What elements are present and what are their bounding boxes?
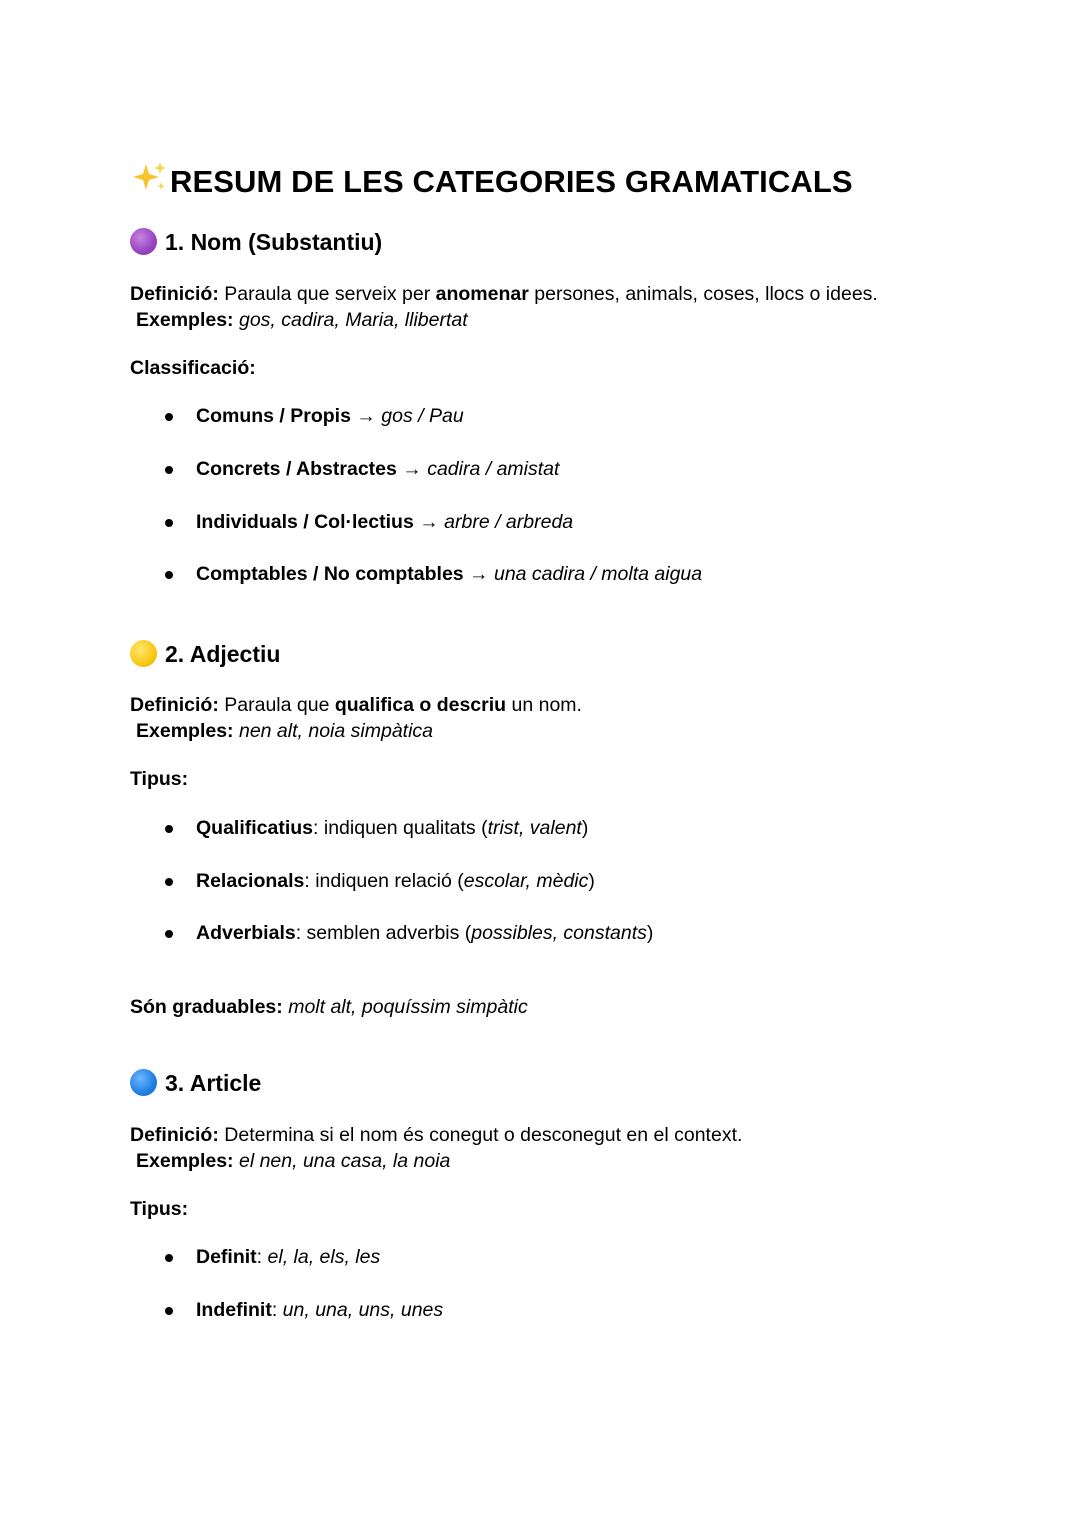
item-separator: → [350,405,382,427]
item-separator: → [413,511,445,533]
list-heading: Tipus: [130,1198,189,1220]
item-description: : indiquen qualitats ( [313,817,488,839]
definition-line [130,694,582,717]
list-item [196,458,559,481]
examples-line [136,1150,450,1173]
list-item [196,405,464,428]
definition-text: Determina si el nom és conegut o desconegut en el context. [218,1124,743,1146]
list-item [196,563,702,586]
bullet-icon [165,466,173,474]
list-item [196,1246,380,1269]
list-heading: Classificació: [130,357,256,379]
examples-line [136,720,433,743]
definition-text: un nom. [506,694,582,716]
item-term: Relacionals [196,870,305,892]
item-paren: ) [581,817,589,839]
section-heading-text: 1. Nom (Substantiu) [165,229,383,255]
item-example: arbre / arbreda [444,511,574,533]
item-description: : semblen adverbis ( [295,922,472,944]
note-text: molt alt, poquíssim simpàtic [282,996,528,1018]
list-item [196,870,595,893]
examples-label: Exemples: [136,1150,234,1172]
item-example: trist, valent [487,817,582,839]
item-example: el, la, els, les [267,1246,381,1268]
bullet-icon [165,825,173,833]
definition-label: Definició: [130,1124,219,1146]
item-separator: → [463,563,494,585]
item-paren: ) [646,922,654,944]
examples-label: Exemples: [136,720,234,742]
item-term: Individuals / Col·lectius [196,511,414,533]
item-example: cadira / amistat [427,458,560,480]
bullet-icon [165,930,173,938]
bullet-icon [165,519,173,527]
definition-keyword: anomenar [435,283,529,305]
section-heading-text: 2. Adjectiu [165,641,281,667]
item-term: Concrets / Abstractes [196,458,397,480]
definition-label: Definició: [130,694,219,716]
purple-circle-icon [130,228,157,255]
definition-text: Paraula que serveix per [218,283,436,305]
list-item [196,511,573,534]
item-example: un, una, uns, unes [282,1299,444,1321]
examples-text: nen alt, noia simpàtica [233,720,434,742]
section-heading-article [130,1069,261,1097]
blue-circle-icon [130,1069,157,1096]
yellow-circle-icon [130,640,157,667]
list-item [196,817,588,840]
examples-text: gos, cadira, Maria, llibertat [233,309,468,331]
list-heading: Tipus: [130,768,189,790]
bullet-icon [165,1254,173,1262]
list-item [196,1299,443,1322]
item-term: Comuns / Propis [196,405,351,427]
definition-line [130,283,878,306]
note-label: Són graduables: [130,996,283,1018]
item-term: Comptables / No comptables [196,563,464,585]
section-heading-nom [130,228,382,256]
definition-label: Definició: [130,283,219,305]
item-separator: : [256,1246,268,1268]
bullet-icon [165,571,173,579]
sparkles-icon [130,160,170,202]
examples-text: el nen, una casa, la noia [233,1150,451,1172]
title-text: RESUM DE LES CATEGORIES GRAMATICALS [170,164,853,199]
bullet-icon [165,413,173,421]
item-example: gos / Pau [381,405,464,427]
graduable-note [130,996,528,1019]
examples-label: Exemples: [136,309,234,331]
definition-line [130,1124,742,1147]
item-term: Definit [196,1246,257,1268]
section-heading-adjectiu [130,640,280,668]
list-item [196,922,653,945]
item-example: una cadira / molta aigua [493,563,703,585]
bullet-icon [165,1307,173,1315]
item-term: Adverbials [196,922,296,944]
definition-text: persones, animals, coses, llocs o idees. [528,283,878,305]
item-separator: → [396,458,428,480]
bullet-icon [165,878,173,886]
item-term: Indefinit [196,1299,272,1321]
definition-keyword: qualifica o descriu [334,694,507,716]
item-example: escolar, mèdic [463,870,589,892]
item-description: : indiquen relació ( [304,870,464,892]
section-heading-text: 3. Article [165,1070,262,1096]
definition-text: Paraula que [218,694,335,716]
item-example: possibles, constants [471,922,647,944]
item-separator: : [271,1299,283,1321]
item-term: Qualificatius [196,817,314,839]
examples-line [136,309,468,332]
document-title [130,160,853,202]
item-paren: ) [588,870,595,892]
